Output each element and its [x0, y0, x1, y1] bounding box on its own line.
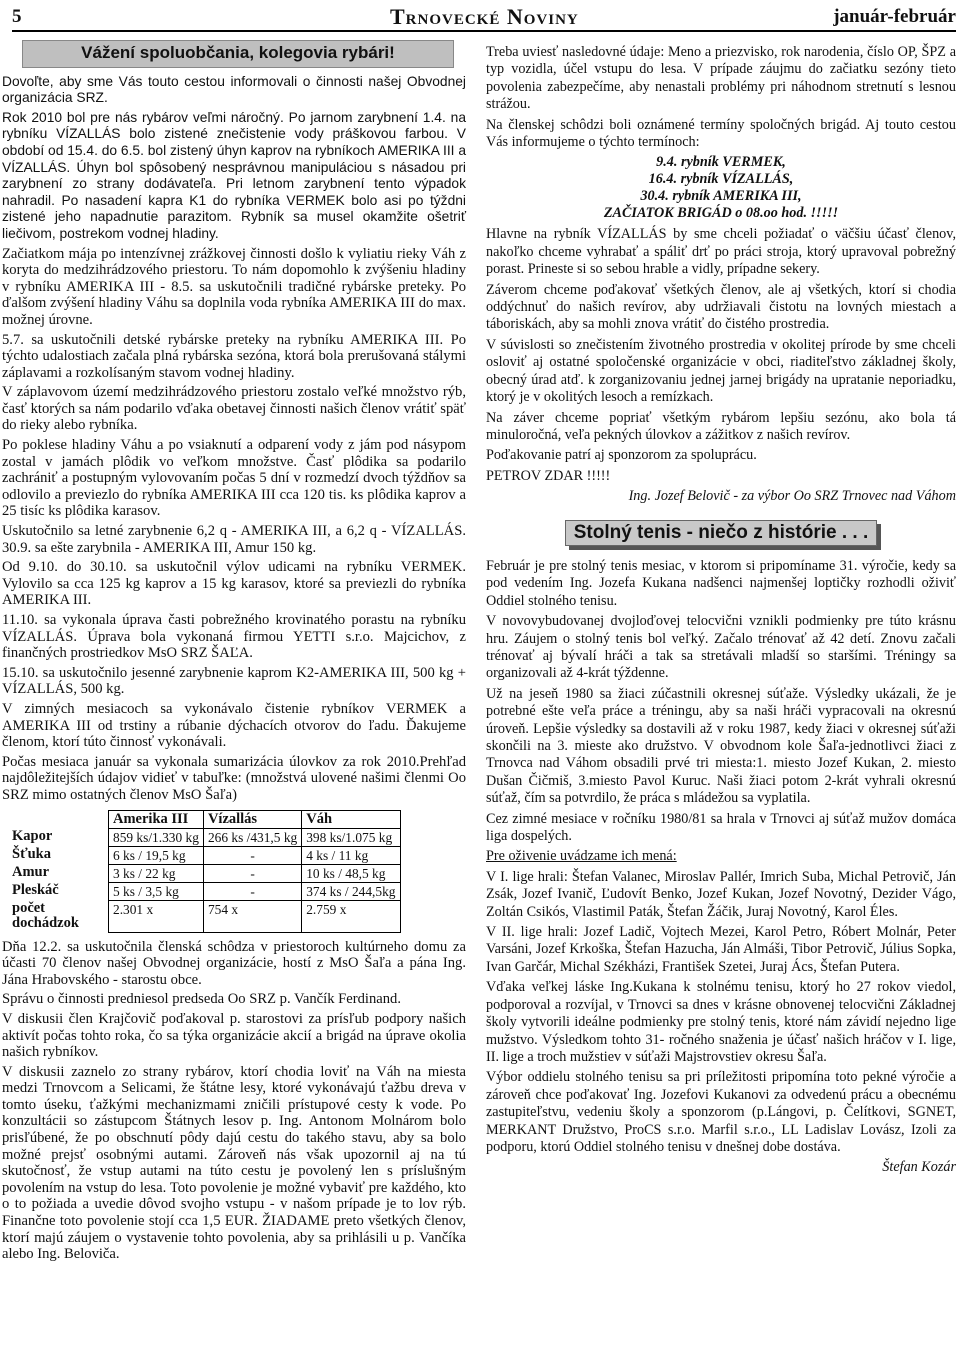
catch-table [8, 810, 401, 933]
article-paragraph: V diskusii zaznelo zo strany rybárov, ktorí chodia loviť na Váh na miesta medzi Trnovcom a Selicami, že štátne lesy, ktoré vykonávajú ťažbu dreva v tomto úseku, ťažkými mechanizmami zničili prístupové cesty k vode. Po konzultácii so zástupcom Štátnych lesov p. Ing. Antonom Molnárom bolo prisľúbené, že po obschnutí pôdy dajú cestu do takého stavu, aby sa bolo možné prejsť osobnými autami. Zároveň nás však upozornil aj na tú skutočnosť, že vstup autami na túto cestu je povolený len s príslušným povolením na vstup do lesa. Toto povolenie je možné vybaviť pre každého, kto o to požiada a uvedie dôvod svojho vstupu - v našom prípade je to lov rýb. Finančne toto povolenie stojí cca 1,5 EUR. ŽIADAME preto všetkých členov, ktorí majú záujem o vystavenie tohto povolenia, aby sa prihlásili u p. Vančíka alebo Ing. Beloviča. [2, 1063, 466, 1263]
column-header: Vízallás [203, 810, 301, 828]
table-cell: 4 ks / 11 kg [302, 846, 400, 864]
article-paragraph: Záverom chceme poďakovať všetkých členov, ale aj všetkých, ktorí si chodia oddýchnuť do našich revírov, aby udržiavali čistotu na lovných miestach a táboriskách, aby sa mohli znova vrátiť do čistého prostredia. [486, 281, 956, 333]
greeting-banner: Vážení spoluobčania, kolegovia rybári! [22, 40, 454, 68]
article-paragraph: 11.10. sa vykonala úprava časti pobrežného krovinatého porastu na rybníku VÍZALLÁS. Úprava bola vykonaná firmou YETTI s.r.o. Majcichov, z finančných prostriedkov MsO SRZ ŠAĽA. [2, 612, 466, 662]
article-paragraph: Dňa 12.2. sa uskutočnila členská schôdza v priestoroch kultúrneho domu za účasti 70 členov našej Obvodnej organizácie, hostí z MsO Šaľa a pána Ing. Jána Hrabovského - starostu obce. [2, 938, 466, 988]
intro-paragraph: Dovoľte, aby sme Vás touto cestou informovali o činnosti našej Obvodnej organizácia SRZ. [2, 73, 466, 106]
table-row [8, 864, 400, 882]
table-cell: 374 ks / 244,5kg [302, 882, 400, 900]
author-signature: Ing. Jozef Belovič - za výbor Oo SRZ Trnovec nad Váhom [628, 488, 956, 505]
left-column [2, 40, 466, 1266]
names-heading: Pre oživenie uvádzame ich mená: [486, 848, 677, 865]
article-paragraph: Po poklese hladiny Váhu a po vsiaknutí a odparení vody z jám pod násypom zostal v jamách plôdik vo veľkom množstve. Časť plôdika sa podarilo zachrániť a postupným vylovovaním počas 5 dní v rozmedzí dvoch týždňov sa odlovilo a previezlo do rybníka AMERIKA III cca 120 tis. ks plôdika kaprov a 25 tisíc ks plôdika karasov. [2, 437, 466, 520]
row-label: Kapor [8, 828, 109, 846]
article-paragraph: Uskutočnilo sa letné zarybnenie 6,2 q - AMERIKA III, a 6,2 q - VÍZALLÁS. 30.9. sa ešte zarybnila - AMERIKA III, Amur 150 kg. [2, 523, 466, 556]
article-paragraph: Správu o činnosti predniesol predseda Oo SRZ p. Vančík Ferdinand. [2, 991, 401, 1008]
right-column [486, 44, 956, 1180]
brigade-date: 9.4. rybník VERMEK, [656, 154, 786, 171]
row-label: Pleskáč [8, 882, 109, 900]
article-paragraph: Február je pre stolný tenis mesiac, v ktorom si pripomíname 31. výročie, kedy sa pod vedením Ing. Jozefa Kukana nadšenci najmenšej loptičky rozhodli oživiť Oddiel stolného tenisu. [486, 557, 956, 609]
table-cell: 10 ks / 48,5 kg [302, 864, 400, 882]
article-paragraph: V II. lige hrali: Jozef Ladič, Vojtech Mezei, Karol Petro, Róbert Molnár, Peter Varsáni, Jozef Krkoška, Štefan Hazucha, Ján Almáši, Tibor Petrovič, Július Sopka, Ivan Garčár, Michal Székházi, František Szetei, Juraj Ács, Štefan Putera. [486, 924, 956, 975]
article-paragraph: 5.7. sa uskutočnili detské rybárske preteky na rybníku AMERIKA III. Po týchto udalostiach začala plná rybárska sezóna, ktorá bola prerušovaná stálymi záplavami a rozkolísaným stavom vodnej hladiny. [2, 331, 466, 381]
author-signature: Štefan Kozár [882, 1159, 956, 1176]
article-paragraph: 15.10. sa uskutočnilo jesenné zarybnenie kaprom K2-AMERIKA III, 500 kg + VÍZALLÁS, 500 kg. [2, 664, 466, 698]
page-number: 5 [12, 6, 22, 27]
brigade-dates [486, 154, 956, 222]
article-paragraph: Od 9.10. do 30.10. sa uskutočnil výlov udicami na rybníku VERMEK. Vylovilo sa cca 125 kg kaprov a 15 kg karasov, ktoré sa previezli do rybníka AMERIKA III. [2, 559, 466, 609]
table-cell: 398 ks/1.075 kg [302, 828, 400, 846]
article-paragraph: Hlavne na rybník VÍZALLÁS by sme chceli požiadať o väčšiu účasť členov, nakoľko chceme vyhrabať a spáliť drť po práci stroja, ktorý upravoval pobrežný porast. Prineste si so sebou hrable a vidly, prípadne sekery. [486, 226, 956, 278]
article-paragraph: V I. lige hrali: Štefan Valanec, Miroslav Pallér, Imrich Suba, Michal Petrovič, Ján Zsák, Jozef Ivanič, Ľudovít Benko, Jozef Kukan, Jozef Novotný, Dezider Vágo, Zoltán Csikós, Vlastimil Paták, Štefan Žáčik, Juraj Novotný, Karol Éles. [486, 868, 956, 920]
issue-date: január-február [833, 6, 956, 27]
table-tennis-banner: Stolný tenis - niečo z histórie . . . [565, 520, 877, 546]
article-paragraph: V zimných mesiacoch sa vykonávalo čistenie rybníkov VERMEK a AMERIKA III od trstiny a rúbanie dýchacích otvorov do ľadu. Ďakujeme členom, ktorí túto činnosť vykonávali. [2, 700, 466, 751]
row-label: Šťuka [8, 846, 109, 864]
table-cell: - [203, 864, 301, 882]
article-paragraph: Výbor oddielu stolného tenisu sa pri príležitosti pripomína toto pekné výročie a zároveň chce poďakovať Ing. Jozefovi Kukanovi za odvedenú prácu a obecnému zastupiteľstvu, vedeniu školy a sponzorom (p.Lángovi, p. Čelítkovi, SGNET, MERKANT Družstvo, ProCS s.r.o. Marfil s.r.o., LL Ladislav Lovász, Izoli za podporu, ktorú Oddiel stolného tenisu v dnešnej dobe dostáva. [486, 1069, 956, 1155]
article-paragraph: V súvislosti so znečistením životného prostredia v okolitej prírode by sme chceli osloviť aj ostatné spoločenské organizácie v obci, riaditeľstvo základnej školy, obecný úrad atď. k zorganizovaniu jednej jarnej brigády na upratanie neporiadku, ktorý je v okolitých lesoch a remízkach. [486, 336, 956, 406]
table-row [8, 828, 400, 846]
table-cell: 754 x [203, 900, 301, 932]
table-cell: 2.759 x [302, 900, 400, 932]
table-header-row [8, 810, 400, 828]
table-cell: 2.301 x [109, 900, 204, 932]
table-row [8, 882, 400, 900]
season-paragraph: Rok 2010 bol pre nás rybárov veľmi náročný. Po jarnom zarybnení 1.4. na rybníku VÍZALLÁS bolo zistené znečistenie vody práškovou farbou. V období od 15.4. do 6.5. bol zistený úhyn kaprov na rybníkoch AMERIKA III a VÍZALLÁS. Úhyn bol spôsobený nesprávnou manipuláciou s násadou pri zarybnení zo strany dodávateľa. Pri letnom zarybnení tento výpadok nahradil. Po nasadení kapra K1 do rybníka VERMEK bolo asi po týždni zistené jeho napadnutie parazitom. Rybník sa musel okamžite ošetriť liečivom, postrekom vodnej hladiny. [2, 109, 467, 241]
table-row [8, 900, 400, 932]
page-header [12, 4, 956, 32]
article-paragraph: Počas mesiaca január sa vykonala sumarizácia úlovkov za rok 2010.Prehľad najdôležitejších údajov vidieť v tabuľke: (množstvá ulovené našimi členmi Oo SRZ mimo ostatných členov MsO Šaľa) [2, 753, 466, 803]
row-label: počet dochádzok [8, 900, 109, 932]
article-paragraph: Treba uviesť nasledovné údaje: Meno a priezvisko, rok narodenia, číslo OP, ŠPZ a typ vozidla, účel vstupu do lesa. V prípade záujmu do začiatku sezóny tieto povolenia zabezpečíme, aby nenastali problémy pri náhodnom stretnutí s lesnou strážou. [486, 44, 956, 113]
table-cell: 3 ks / 22 kg [109, 864, 204, 882]
article-paragraph: Vďaka veľkej láske Ing.Kukana k stolnému tenisu, ktorý ho 27 rokov viedol, podporoval a rozvíjal, v Trnovci sa dnes v krásne obnovenej telocvični Základnej školy vytvorili ideálne podmienky pre stolný tenis, ktoré nám závidí nejedno lige mužstvo. Výsledkom tohto 31- ročného snaženia je účasť našich hráčov v I. lige, II. lige a troch mužstiev v súťaži Majstrovstiev okresu Šaľa. [486, 979, 956, 1065]
table-cell: 5 ks / 3,5 kg [109, 882, 204, 900]
table-cell: 6 ks / 19,5 kg [109, 846, 204, 864]
article-paragraph: Cez zimné mesiace v ročníku 1980/81 sa hrala v Trnovci aj súťaž mužov domáca liga dospelých. [486, 810, 956, 845]
table-row [8, 846, 400, 864]
article-paragraph: Poďakovanie patrí aj sponzorom za spoluprácu. [486, 447, 757, 464]
table-corner [8, 810, 109, 828]
intro-section [2, 74, 466, 243]
newspaper-title: Trnovecké Noviny [390, 4, 579, 29]
article-paragraph: Začiatkom mája po intenzívnej zrážkovej činnosti došlo k vyliatiu rieky Váh z koryta do medzihrádzového priestoru. To nám dopomohlo k zvýšeniu hladiny v rybníku AMERIKA III - 8.5. sa uskutočnili tradičné rybárske preteky. Po ďalšom zvýšení hladiny Váhu sa doplnila voda rybníka AMERIKA III do max. možnej úrovne. [2, 245, 466, 328]
table-cell: 266 ks /431,5 kg [203, 828, 301, 846]
article-paragraph: Už na jeseň 1980 sa žiaci zúčastnili okresnej súťaže. Výsledky ukázali, že je potrebné ešte veľa práce a tréningu, aby sa naši hráči vypracovali na okresnú úroveň. Lepšie výsledky sa dostavili až v roku 1987, kedy žiaci v okresnej súťaži skončili na 3. mieste ako družstvo. V obvodnom kole Šaľa-jednotlivci žiaci z Trnovca nad Váhom obsadili prvé tri miesta:1. miesto Jozef Kukan, 2. miesto Dušan Čičmiš, 3.miesto Pavol Kuruc. Naši žiaci potom 2-krát vyhrali okresnú súťaž, čím sa potvrdilo, že práca s mládežou sa vyplatila. [486, 685, 956, 807]
table-cell: - [203, 882, 301, 900]
brigade-date: 16.4. rybník VÍZALLÁS, [648, 171, 794, 188]
column-header: Amerika III [109, 810, 204, 828]
closing-greeting: PETROV ZDAR !!!!! [486, 467, 611, 484]
article-paragraph: Na členskej schôdzi boli oznámené termíny spoločných brigád. Aj touto cestou Vás informujeme o týchto termínoch: [486, 116, 956, 151]
article-paragraph: Na záver chceme popriať všetkým rybárom lepšiu sezónu, ako bola tá minuloročná, veľa pekných úlovkov a zážitkov z našich revírov. [486, 409, 956, 443]
brigade-date: 30.4. rybník AMERIKA III, [640, 188, 802, 205]
column-header: Váh [302, 810, 400, 828]
article-paragraph: V diskusii člen Krajčovič poďakoval p. starostovi za prísľub podpory našich aktivít počas tohto roka, čo sa týka organizácie akcií a brigád na úprave okolia našich rybníkov. [2, 1010, 466, 1061]
table-cell: 859 ks/1.330 kg [109, 828, 204, 846]
article-paragraph: V novovybudovanej dvojloďovej telocvični vznikli podmienky pre túto krásnu hru. Záujem o stolný tenis bol veľký. Začalo trénovať až 42 detí. Znovu začali trénovať aj bývalí hráči a tak sa stretávali mladší so staršími. Tréningy sa organizovali až 4-krát týždenne. [486, 613, 956, 682]
brigade-start-time: ZAČIATOK BRIGÁD o 08.oo hod. !!!!! [603, 205, 839, 222]
article-paragraph: V záplavovom území medzihrádzového priestoru zostalo veľké množstvo rýb, časť ktorých sa nám podarilo vďaka obetavej činnosti našich členov vrátiť späť do rieky alebo rybníka. [2, 384, 466, 434]
row-label: Amur [8, 864, 109, 882]
table-cell: - [203, 846, 301, 864]
